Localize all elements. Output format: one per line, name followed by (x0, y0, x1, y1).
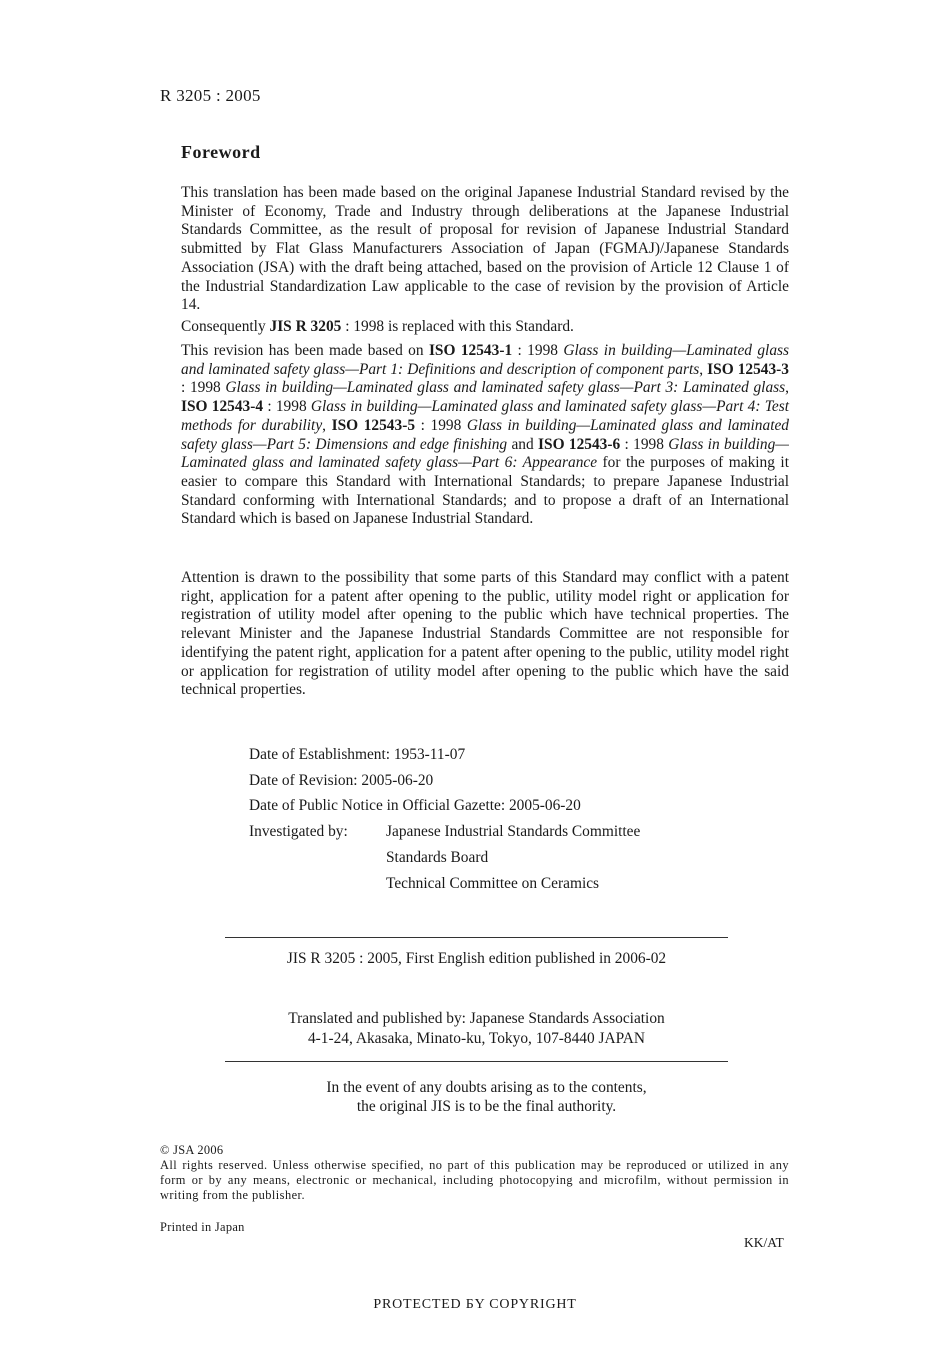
std-ref-iso-12543-5: ISO 12543-5 (331, 416, 416, 434)
std-ref-iso-12543-1: ISO 12543-1 (428, 342, 513, 359)
printed-in: Printed in Japan (160, 1220, 245, 1234)
authority-note-line: In the event of any doubts arising as to the contents, (326, 1079, 647, 1096)
date-of-public-notice: Date of Public Notice in Official Gazette: 2005-06-20 (249, 797, 581, 814)
investigator-line: Standards Board (386, 849, 489, 866)
publisher-address: 4-1-24, Akasaka, Minato-ku, Tokyo, 107-8440 JAPAN (307, 1030, 646, 1047)
copyright-notice: © JSA 2006 (160, 1143, 224, 1157)
edition-line: JIS R 3205 : 2005, First English edition published in 2006-02 (286, 950, 667, 967)
std-ref-iso-12543-6: ISO 12543-6 (538, 435, 621, 453)
std-ref-iso-12543-3: ISO 12543-3 (707, 360, 789, 378)
rights-statement: All rights reserved. Unless otherwise specified, no part of this publication may be reproduced or utilized in any form or by any means, electronic or mechanical, including photocopying and microfilm, without permission in writing from the publisher. (160, 1158, 789, 1203)
investigator-line: Technical Committee on Ceramics (386, 875, 600, 892)
std-ref-iso-12543-4: ISO 12543-4 (181, 398, 264, 416)
investigator-line: Japanese Industrial Standards Committee (386, 823, 641, 840)
foreword-paragraph-1: This translation has been made based on the original Japanese Industrial Standard revised by the Minister of Economy, Trade and Industry through deliberations at the Japanese Industrial Standards Committee, as the result of proposal for revision of Japanese Industrial Standard submitted by Flat Glass Manufacturers Association of Japan (FGMAJ)/Japanese Standards Association (JSA) with the draft being attached, based on the provision of Article 12 Clause 1 of the Industrial Standardization Law applicable to the case of revision by the provision of Article 14. (181, 184, 789, 314)
divider (225, 1061, 728, 1062)
document-id: R 3205 : 2005 (160, 86, 261, 105)
date-of-establishment: Date of Establishment: 1953-11-07 (249, 746, 466, 763)
foreword-title: Foreword (181, 142, 261, 162)
date-of-revision: Date of Revision: 2005-06-20 (249, 772, 434, 789)
authority-note-line: the original JIS is to be the final authority. (356, 1098, 617, 1115)
foreword-paragraph-2: Consequently JIS R 3205 : 1998 is replaced with this Standard. (181, 318, 574, 335)
investigated-by-label: Investigated by: (249, 823, 348, 840)
protected-watermark: PROTECTED БY COPYRIGHT (373, 1297, 577, 1312)
divider (225, 937, 728, 938)
foreword-paragraph-3: This revision has been made based on ISO 12543-1 : 1998 Glass in building—Laminated glass and laminated safety glass—Part 1: Definitions and description of component parts, ISO 12543-3 : 1998 Glass in building—Laminated glass and laminated safety glass—Part 3: Laminated glass, ISO 12543-4 : 1998 Glass in building—Laminated glass and laminated safety glass—Part 4: Test methods for durability, ISO 12543-5 : 1998 Glass in building—Laminated glass and laminated safety glass—Part 5: Dimensions and edge finishing and ISO 12543-6 : 1998 Glass in building—Laminated glass and laminated safety glass—Part 6: Appearance for the purposes of making it easier to compare this Standard with International Standards; to prepare Japanese Industrial Standard conforming with International Standards; and to propose a draft of an International Standard which is based on Japanese Industrial Standard. (181, 342, 789, 528)
publisher-line: Translated and published by: Japanese Standards Association (288, 1010, 665, 1027)
document-code: KK/AT (744, 1235, 784, 1250)
foreword-paragraph-4: Attention is drawn to the possibility that some parts of this Standard may conflict with a patent right, application for a patent after opening to the public, utility model right or application for registration of utility model after opening to the public which have technical properties. The relevant Minister and the Japanese Industrial Standards Committee are not responsible for identifying the patent right, application for a patent after opening to the public, utility model right or application for registration of utility model after opening to the public which have the said technical properties. (181, 569, 789, 699)
